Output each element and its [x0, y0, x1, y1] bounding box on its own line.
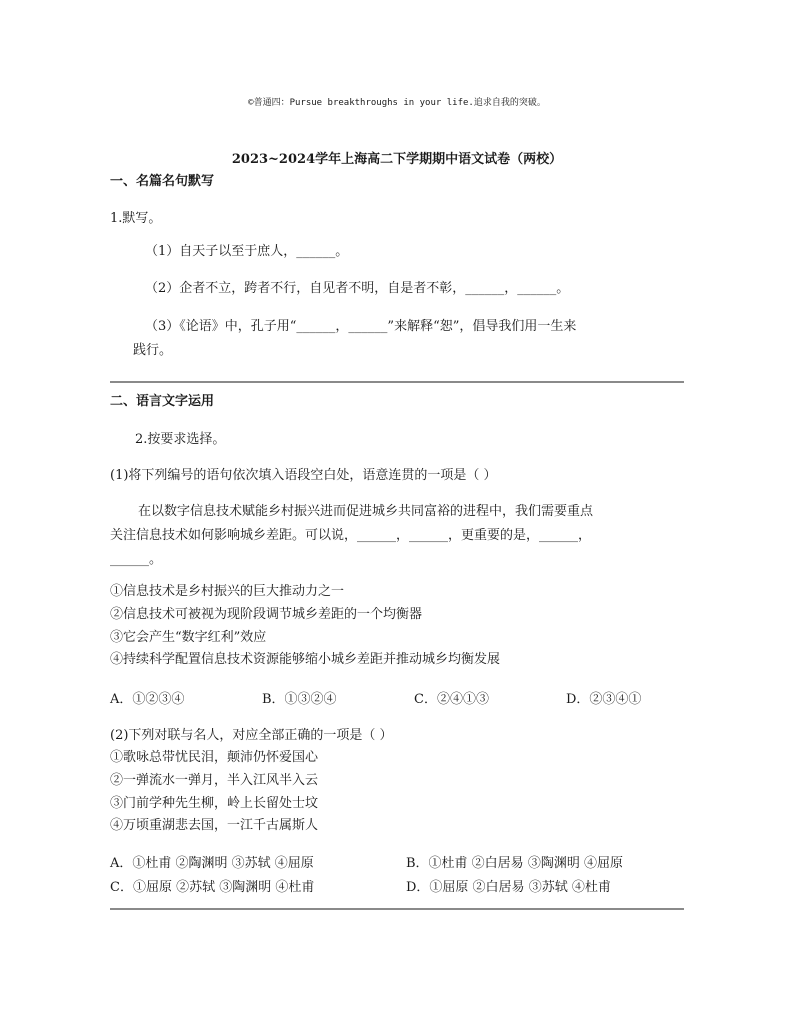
sentence-4: ④持续科学配置信息技术资源能够缩小城乡差距并推动城乡均衡发展: [110, 652, 501, 667]
sentence-2: ②信息技术可被视为现阶段调节城乡差距的一个均衡器: [110, 607, 423, 622]
sub1-option-c[interactable]: C．②④①③: [414, 692, 489, 707]
question-1-item-2: （2）企者不立，跨者不行，自见者不明，自是者不彰，______，______。: [145, 281, 570, 296]
passage-line-3: ______。: [110, 552, 163, 567]
sentence-1: ①信息技术是乡村振兴的巨大推动力之一: [110, 584, 345, 599]
couplet-1: ①歌咏总带忧民泪，颠沛仍怀爱国心: [110, 750, 319, 765]
section-divider-2: [110, 908, 684, 910]
section-1-heading: 一、名篇名句默写: [110, 174, 215, 189]
question-1-item-3: （3）《论语》中，孔子用“______，______”来解释“恕”，倡导我们用一生来: [145, 319, 577, 334]
couplet-3: ③门前学种先生柳，岭上长留处士坟: [110, 796, 319, 811]
section-2-heading: 二、语言文字运用: [110, 394, 215, 409]
exam-title: 2023~2024学年上海高二下学期期中语文试卷（两校）: [231, 152, 563, 167]
question-1-label: 1.默写。: [110, 211, 162, 226]
sub2-option-b[interactable]: B．①杜甫 ②白居易 ③陶渊明 ④屈原: [406, 856, 623, 871]
sub1-option-b[interactable]: B．①③②④: [262, 692, 337, 707]
sub2-option-d[interactable]: D．①屈原 ②白居易 ③苏轼 ④杜甫: [406, 880, 611, 895]
passage-line-2: 关注信息技术如何影响城乡差距。可以说，______，______，更重要的是，______，: [110, 528, 592, 543]
couplet-2: ②一弹流水一弹月，半入江风半入云: [110, 773, 319, 788]
subquestion-2-stem: (2)下列对联与名人，对应全部正确的一项是（ ）: [110, 728, 393, 743]
passage-line-1: 在以数字信息技术赋能乡村振兴进而促进城乡共同富裕的进程中，我们需要重点: [138, 504, 594, 519]
question-2-label: 2.按要求选择。: [135, 432, 226, 447]
couplet-4: ④万顷重湖悲去国，一江千古属斯人: [110, 818, 319, 833]
sentence-3: ③它会产生“数字红利”效应: [110, 630, 267, 645]
sub2-option-c[interactable]: C．①屈原 ②苏轼 ③陶渊明 ④杜甫: [110, 880, 315, 895]
section-divider-1: [110, 381, 684, 383]
question-1-item-3-cont: 践行。: [133, 343, 173, 358]
subquestion-1-stem: (1)将下列编号的语句依次填入语段空白处，语意连贯的一项是（ ）: [110, 468, 497, 483]
question-1-item-1: （1）自天子以至于庶人，______。: [145, 244, 349, 259]
sub1-option-a[interactable]: A．①②③④: [110, 692, 185, 707]
sub1-option-d[interactable]: D．②③④①: [566, 692, 642, 707]
sub2-option-a[interactable]: A．①杜甫 ②陶渊明 ③苏轼 ④屈原: [110, 856, 314, 871]
page-motto: ©普通四：Pursue breakthroughs in your life.追求自我的突破。: [248, 98, 546, 108]
